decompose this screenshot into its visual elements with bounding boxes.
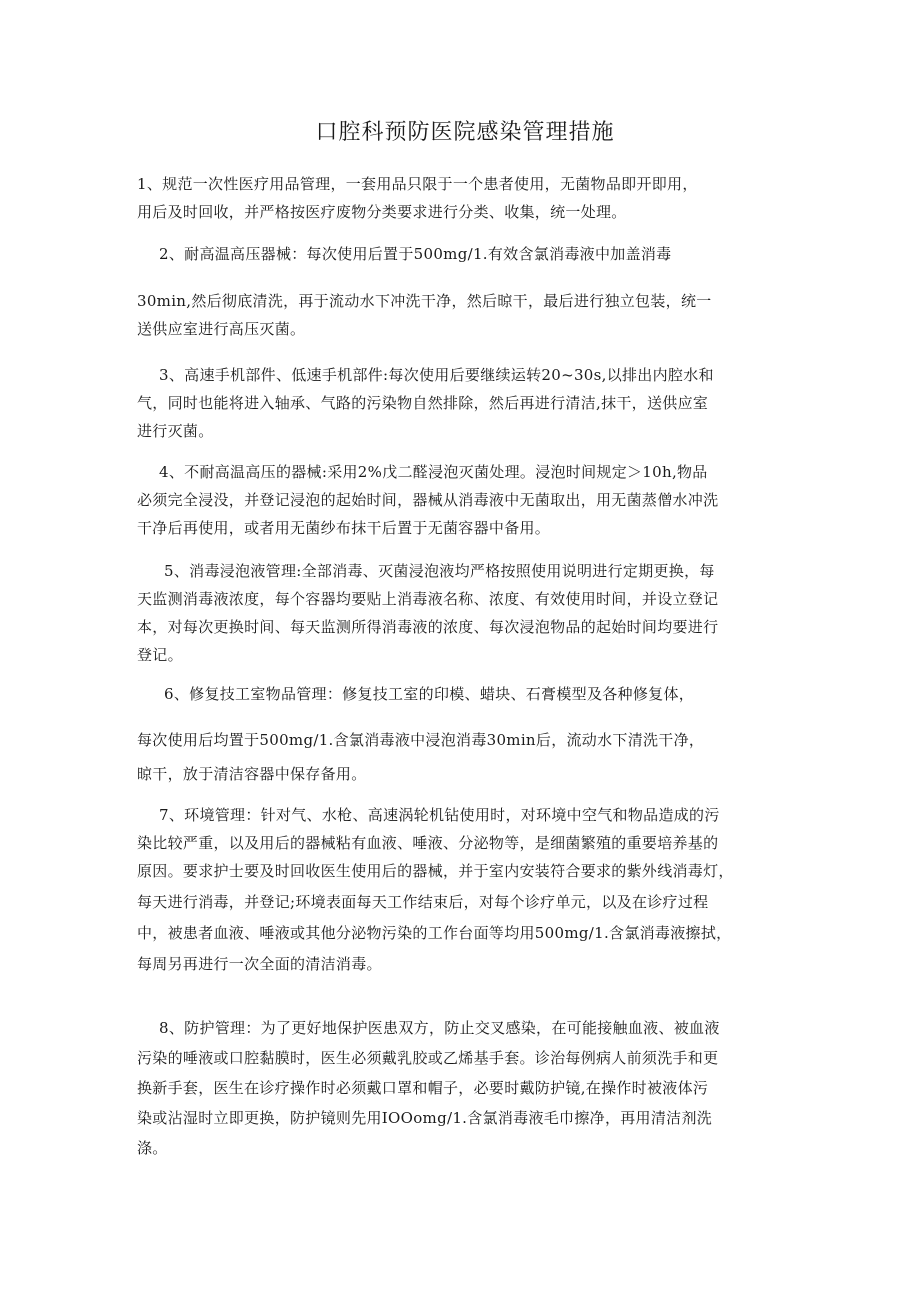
- paragraph-6-continued: [137, 726, 787, 788]
- paragraph-line: 每天进行消毒，并登记;环境表面每天工作结束后，对每个诊疗单元，以及在诊疗过程: [137, 893, 709, 911]
- paragraph-1: [137, 170, 787, 226]
- paragraph-2: [137, 240, 787, 268]
- paragraph-line: 5、消毒浸泡液管理:全部消毒、灭菌浸泡液均严格按照使用说明进行定期更换，每: [164, 562, 715, 580]
- paragraph-line: 中，被患者血液、唾液或其他分泌物污染的工作台面等均用500mg∕1.含氯消毒液擦拭，: [137, 924, 732, 942]
- paragraph-line: 必须完全浸没，并登记浸泡的起始时间，器械从消毒液中无菌取出，用无菌蒸僧水冲洗: [137, 491, 719, 509]
- paragraph-line: 7、环境管理：针对气、水枪、高速涡轮机钻使用时，对环境中空气和物品造成的污: [159, 806, 720, 824]
- paragraph-line: 涤。: [137, 1139, 168, 1157]
- paragraph-7: [137, 801, 787, 978]
- paragraph-3: [137, 361, 787, 445]
- paragraph-line: 每次使用后均置于500mg∕1.含氯消毒液中浸泡消毒30min后，流动水下清洗干净，: [137, 731, 705, 749]
- paragraph-line: 干净后再使用，或者用无菌纱布抹干后置于无菌容器中备用。: [137, 519, 551, 537]
- paragraph-line: 污染的唾液或口腔黏膜时，医生必须戴乳胶或乙烯基手套。诊治每例病人前须洗手和更: [137, 1049, 719, 1067]
- paragraph-8: [137, 1014, 787, 1162]
- paragraph-2-continued: [137, 287, 787, 343]
- paragraph-line: 登记。: [137, 646, 183, 664]
- paragraph-line: 30min,然后彻底清洗，再于流动水下冲洗干净，然后晾干，最后进行独立包装，统一: [137, 292, 712, 310]
- paragraph-line: 用后及时回收，并严格按医疗废物分类要求进行分类、收集，统一处理。: [137, 203, 627, 221]
- paragraph-line: 6、修复技工室物品管理：修复技工室的印模、蜡块、石膏模型及各种修复体，: [164, 685, 695, 703]
- paragraph-line: 4、不耐高温高压的器械:采用2%戊二醛浸泡灭菌处理。浸泡时间规定＞10h,物品: [159, 463, 708, 481]
- paragraph-line: 天监测消毒液浓度，每个容器均要贴上消毒液名称、浓度、有效使用时间，并设立登记: [137, 590, 719, 608]
- paragraph-line: 1、规范一次性医疗用品管理，一套用品只限于一个患者使用，无菌物品即开即用，: [137, 175, 698, 193]
- paragraph-4: [137, 458, 787, 542]
- paragraph-line: 进行灭菌。: [137, 422, 214, 440]
- paragraph-5: [137, 557, 787, 669]
- paragraph-line: 换新手套，医生在诊疗操作时必须戴口罩和帽子，必要时戴防护镜,在操作时被液体污: [137, 1079, 709, 1097]
- paragraph-line: 染比较严重，以及用后的器械粘有血液、唾液、分泌物等，是细菌繁殖的重要培养基的: [137, 834, 719, 852]
- paragraph-line: 染或沾湿时立即更换，防护镜则先用IOOomg/1.含氯消毒液毛巾擦净，再用清洁剂洗: [137, 1109, 713, 1127]
- paragraph-line: 原因。要求护士要及时回收医生使用后的器械，并于室内安装符合要求的紫外线消毒灯，: [137, 862, 734, 880]
- paragraph-line: 气，同时也能将进入轴承、气路的污染物自然排除，然后再进行清洁,抹干，送供应室: [137, 394, 709, 412]
- document-title: 口腔科预防医院感染管理措施: [315, 120, 615, 145]
- paragraph-6: [137, 680, 787, 708]
- paragraph-line: 晾干，放于清洁容器中保存备用。: [137, 765, 367, 783]
- paragraph-line: 送供应室进行高压灭菌。: [137, 320, 306, 338]
- paragraph-line: 2、耐高温高压器械：每次使用后置于500mg∕1.有效含氯消毒液中加盖消毒: [159, 245, 672, 263]
- paragraph-line: 本，对每次更换时间、每天监测所得消毒液的浓度、每次浸泡物品的起始时间均要进行: [137, 618, 719, 636]
- paragraph-line: 8、防护管理：为了更好地保护医患双方，防止交叉感染，在可能接触血液、被血液: [159, 1019, 720, 1037]
- paragraph-line: 3、高速手机部件、低速手机部件:每次使用后要继续运转20~30s,以排出内腔水和: [159, 366, 714, 384]
- paragraph-line: 每周另再进行一次全面的清洁消毒。: [137, 955, 382, 973]
